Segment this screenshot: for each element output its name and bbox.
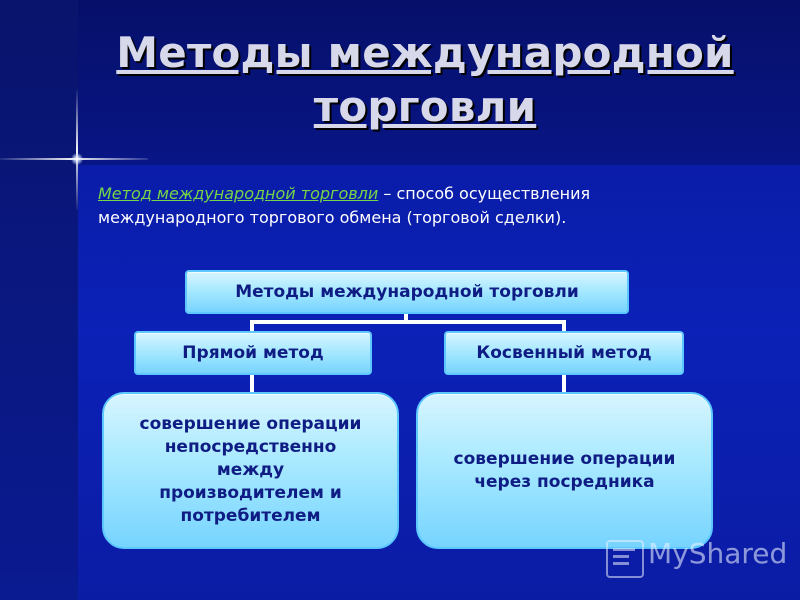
methods-root-box: [185, 270, 629, 314]
definition-rest: – способ осуществления международного торгового обмена (торговой сделки).: [98, 184, 591, 227]
watermark-text: MyShared: [648, 537, 788, 570]
direct-method-label: Прямой метод: [182, 343, 324, 363]
indirect-method-label: Косвенный метод: [476, 343, 652, 363]
direct-method-box: [134, 331, 372, 375]
branch-horizontal-connector: [250, 320, 566, 324]
definition-term: Метод международной торговли: [98, 184, 379, 203]
right-branch-connector: [562, 320, 566, 331]
direct-method-description: совершение операции непосредственно между производителем и потребителем: [139, 414, 362, 526]
left-branch-connector: [250, 320, 254, 331]
definition-text: [98, 182, 738, 230]
methods-root-label: Методы международной торговли: [235, 282, 579, 302]
sparkle-core-icon: [71, 153, 83, 165]
watermark: [606, 536, 788, 578]
indirect-method-description-box: [416, 392, 713, 549]
left-band: [0, 0, 78, 600]
presentation-icon: [606, 540, 644, 578]
indirect-method-description: совершение операции через посредника: [453, 448, 676, 492]
slide-title: Методы международной торговли: [116, 28, 734, 131]
indirect-method-box: [444, 331, 684, 375]
sparkle-vertical-icon: [76, 90, 78, 210]
direct-method-description-box: [102, 392, 399, 549]
